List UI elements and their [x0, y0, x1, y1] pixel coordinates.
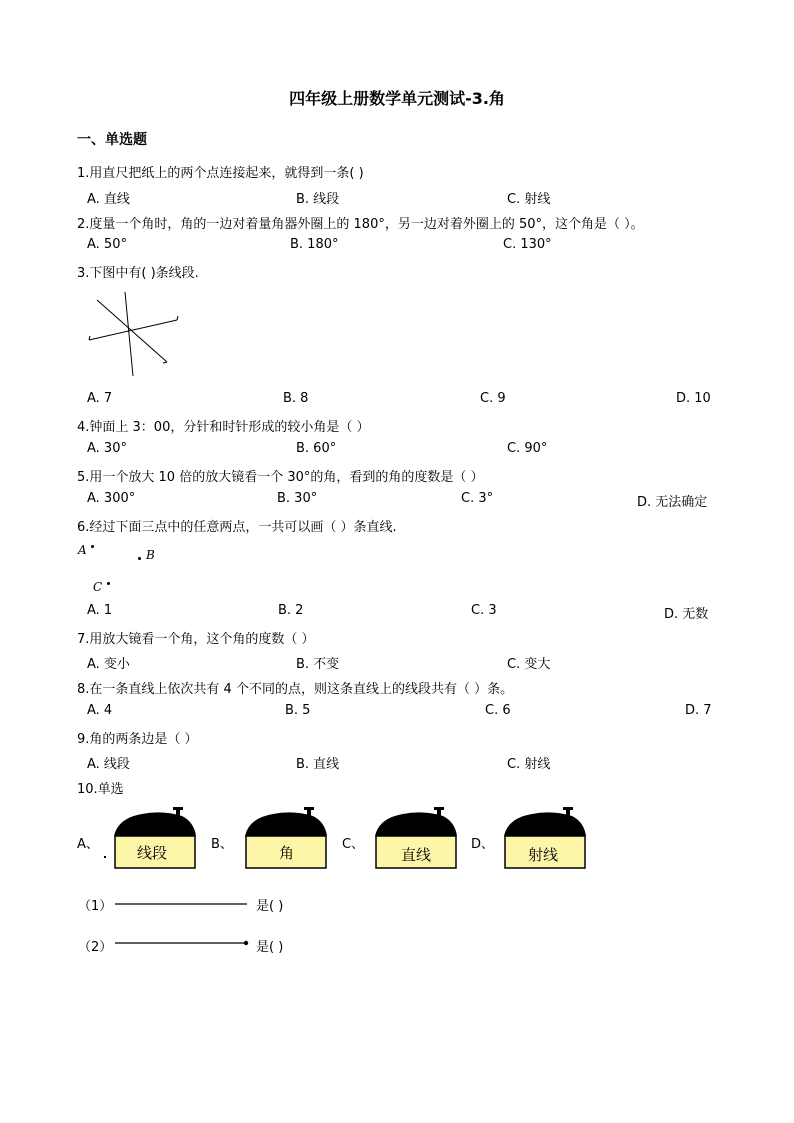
question-2: 2.度量一个角时，角的一边对着量角器外圈上的 180°，另一边对着外圈上的 50°，这个角是（ ）。 — [77, 217, 644, 232]
question-4: 4.钟面上 3：00，分针和时针形成的较小角是（ ） — [77, 420, 370, 435]
q3-line-figure — [85, 288, 185, 380]
q7-option-a[interactable]: A. 变小 — [87, 657, 130, 672]
question-10: 10.单选 — [77, 782, 124, 797]
q3-option-a[interactable]: A. 7 — [87, 391, 113, 406]
question-8: 8.在一条直线上依次共有 4 个不同的点，则这条直线上的线段共有（ ）条。 — [77, 682, 514, 697]
q9-option-c[interactable]: C. 射线 — [507, 757, 551, 772]
q3-line-3 — [89, 320, 177, 340]
question-6: 6.经过下面三点中的任意两点，一共可以画（ ）条直线. — [77, 520, 397, 535]
q8-option-d[interactable]: D. 7 — [685, 703, 712, 718]
q5-option-c[interactable]: C. 3° — [461, 491, 494, 506]
q10-letter-d: D、 — [471, 837, 495, 852]
q10-letter-c: C、 — [342, 837, 365, 852]
q4-option-c[interactable]: C. 90° — [507, 441, 548, 456]
q9-option-a[interactable]: A. 线段 — [87, 757, 130, 772]
q8-option-a[interactable]: A. 4 — [87, 703, 113, 718]
question-1: 1.用直尺把纸上的两个点连接起来，就得到一条( ) — [77, 166, 364, 181]
q2-option-a[interactable]: A. 50° — [87, 237, 127, 252]
question-3: 3.下图中有( )条线段. — [77, 266, 199, 281]
house-label-line: 直线 — [401, 846, 432, 864]
q3-option-b[interactable]: B. 8 — [283, 391, 309, 406]
q2-option-b[interactable]: B. 180° — [290, 237, 339, 252]
q4-option-a[interactable]: A. 30° — [87, 441, 127, 456]
page-title: 四年级上册数学单元测试-3.角 — [289, 89, 505, 108]
sub-question-1-answer[interactable]: 是( ) — [256, 899, 284, 914]
house-label-ray: 射线 — [528, 846, 559, 864]
q6-option-b[interactable]: B. 2 — [278, 603, 304, 618]
q3-option-c[interactable]: C. 9 — [480, 391, 506, 406]
q6-option-a[interactable]: A. 1 — [87, 603, 113, 618]
sub-question-1-line — [114, 900, 250, 908]
q6-point-b-label: B — [146, 548, 155, 562]
q6-option-c[interactable]: C. 3 — [471, 603, 497, 618]
q8-option-c[interactable]: C. 6 — [485, 703, 511, 718]
section-heading: 一、单选题 — [77, 132, 147, 148]
q4-option-b[interactable]: B. 60° — [296, 441, 337, 456]
q3-line-2 — [125, 292, 133, 376]
q10-letter-a: A、 — [77, 837, 99, 852]
q7-option-c[interactable]: C. 变大 — [507, 657, 551, 672]
q3-line-1 — [97, 300, 167, 362]
q6-point-c-label: C — [93, 580, 103, 594]
q5-option-b[interactable]: B. 30° — [277, 491, 318, 506]
q1-option-a[interactable]: A. 直线 — [87, 192, 130, 207]
q1-option-c[interactable]: C. 射线 — [507, 192, 551, 207]
question-5: 5.用一个放大 10 倍的放大镜看一个 30°的角，看到的角的度数是（ ） — [77, 470, 484, 485]
q6-point-a-dot — [91, 545, 94, 548]
q6-point-b-dot — [138, 557, 141, 560]
house-label-segment: 线段 — [137, 844, 168, 862]
q3-option-d[interactable]: D. 10 — [676, 391, 711, 406]
question-9: 9.角的两条边是（ ） — [77, 732, 198, 747]
q5-option-d[interactable]: D. 无法确定 — [637, 495, 708, 510]
q10-letter-b: B、 — [211, 837, 233, 852]
question-7: 7.用放大镜看一个角，这个角的度数（ ） — [77, 632, 315, 647]
q1-option-b[interactable]: B. 线段 — [296, 192, 340, 207]
q6-point-c-dot — [107, 582, 110, 585]
q8-option-b[interactable]: B. 5 — [285, 703, 311, 718]
q5-option-a[interactable]: A. 300° — [87, 491, 136, 506]
dot-mark — [104, 856, 106, 858]
sub-question-2-answer[interactable]: 是( ) — [256, 940, 284, 955]
sub-question-2-number: （2） — [78, 940, 113, 955]
q2-option-c[interactable]: C. 130° — [503, 237, 552, 252]
q6-point-a-label: A — [78, 543, 87, 557]
q6-option-d[interactable]: D. 无数 — [664, 607, 709, 622]
q7-option-b[interactable]: B. 不变 — [296, 657, 340, 672]
sub-question-2-line — [114, 939, 250, 947]
house-label-angle: 角 — [279, 844, 295, 862]
q9-option-b[interactable]: B. 直线 — [296, 757, 340, 772]
sub-question-1-number: （1） — [78, 899, 113, 914]
